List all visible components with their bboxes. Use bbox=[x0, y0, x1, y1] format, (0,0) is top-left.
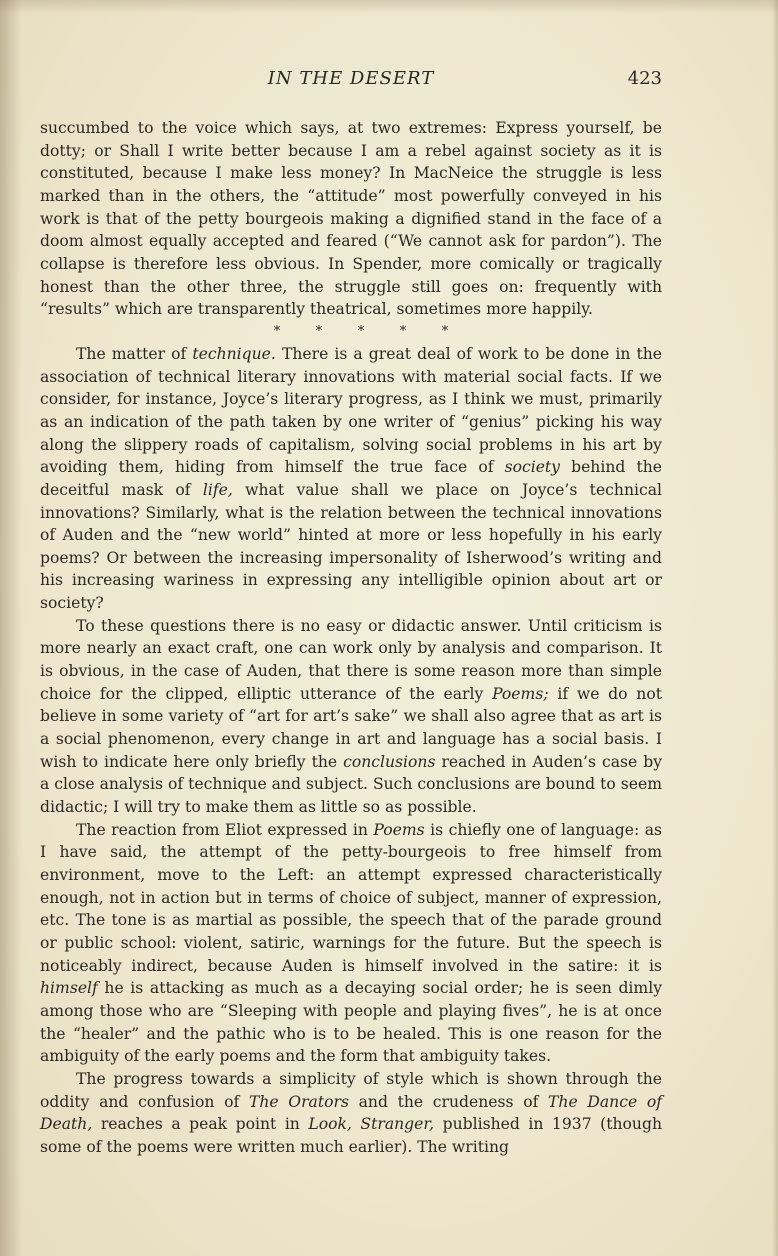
asterisk: * bbox=[315, 323, 323, 339]
italic-text: conclusions bbox=[343, 752, 436, 771]
paragraph bbox=[40, 1068, 662, 1159]
page-number: 423 bbox=[627, 68, 662, 89]
italic-text: Look, Stranger, bbox=[308, 1115, 435, 1134]
text-run: succumbed to the voice which says, at two extremes: Express yourself, be dotty; or Shall I write better because I am a rebel against society as it is constituted, because I make less money? In MacNeice the struggle is less marked than in the others, the “attitude” most powerfully conveyed in his work is that of the petty bourgeois making a dignified stand in the face of a doom almost equally accepted and feared (“We cannot ask for pardon”). The collapse is therefore less obvious. In Spender, more comically or tragically honest than the other three, the struggle still goes on: frequently with “results” which are transparently theatrical, sometimes more happily. bbox=[40, 119, 662, 319]
page-right-edge bbox=[772, 0, 778, 1256]
italic-text: technique. bbox=[192, 344, 276, 363]
text-run: The reaction from Eliot expressed in bbox=[76, 820, 374, 839]
text-run: To these questions there is no easy or didactic answer. Until criticism is more nearly an exact craft, one can work only by analysis and comparison. It is obvious, in the case of Auden, that there is some reason more than simple choice for the clipped, elliptic utterance of the early bbox=[40, 616, 662, 703]
text-run: The progress towards a simplicity of style which is shown through the oddity and confusion of bbox=[40, 1069, 662, 1111]
running-title: IN THE DESERT bbox=[267, 68, 435, 89]
asterisk: * bbox=[399, 323, 407, 339]
running-head bbox=[40, 68, 662, 98]
body-text bbox=[40, 117, 662, 1159]
text-run: is chiefly one of language: as I have said, the attempt of the petty-bourgeois to free himself from environment, move to the Left: an attempt expressed characteristically enough, not in action but in terms of choice of subject, manner of expression, etc. The tone is as martial as possible, the speech that of the parade ground or public school: violent, satiric, warnings for the future. But the speech is noticeably indirect, because Auden is himself involved in the satire: it is bbox=[40, 820, 662, 975]
italic-text: The Dance of Death, bbox=[40, 1092, 662, 1134]
text-run: reaches a peak point in bbox=[92, 1115, 309, 1134]
text-run: what value shall we place on Joyce’s technical innovations? Similarly, what is the relation between the technical innovations of Auden and the “new world” hinted at more or less hopefully in his early poems? Or between the increasing impersonality of Isherwood’s writing and his increasing wariness in expressing any intelligible opinion about art or society? bbox=[40, 480, 663, 613]
italic-text: himself bbox=[40, 979, 98, 998]
italic-text: life, bbox=[202, 480, 233, 499]
text-run: There is a great deal of work to be done in the association of technical literary innovations with material social facts. If we consider, for instance, Joyce’s literary progress, as I think we must, primarily as an indication of the path taken by one writer of “genius” picking his way along the slippery roads of capitalism, solving social problems in his art by avoiding them, hiding from himself the true face of bbox=[40, 344, 662, 477]
text-run: if we do not believe in some variety of “art for art’s sake” we shall also agree that as art is a social phenomenon, every change in art and language has a social basis. I wish to indicate here only briefly the bbox=[40, 684, 662, 771]
paragraph bbox=[40, 343, 662, 615]
paragraph bbox=[40, 819, 662, 1068]
text-run: behind the deceitful mask of bbox=[40, 458, 662, 499]
asterisk: * bbox=[357, 323, 365, 339]
gutter-shadow bbox=[0, 0, 22, 1256]
paragraph bbox=[40, 615, 662, 819]
text-run: he is attacking as much as a decaying social order; he is seen dimly among those who are “Sleeping with people and playing fives”, he is at once the “healer” and the pathic who is to be healed. This is one reason for the ambiguity of the early poems and the form that ambiguity takes. bbox=[40, 979, 662, 1066]
text-run: The matter of bbox=[76, 344, 193, 363]
text-run: published in 1937 (though some of the poems were written much earlier). The writing bbox=[40, 1115, 662, 1156]
section-break bbox=[40, 321, 662, 343]
italic-text: society bbox=[504, 458, 560, 477]
italic-text: Poems bbox=[373, 820, 425, 839]
italic-text: Poems; bbox=[492, 684, 549, 703]
paragraph bbox=[40, 117, 662, 321]
text-run: reached in Auden’s case by a close analysis of technique and subject. Such conclusions are bound to seem didactic; I will try to make them as little so as possible. bbox=[40, 752, 663, 817]
asterisk: * bbox=[273, 323, 281, 339]
asterisk: * bbox=[441, 323, 449, 339]
italic-text: The Orators bbox=[248, 1092, 349, 1111]
text-run: and the crudeness of bbox=[348, 1092, 549, 1111]
page-top-shadow bbox=[0, 0, 778, 14]
